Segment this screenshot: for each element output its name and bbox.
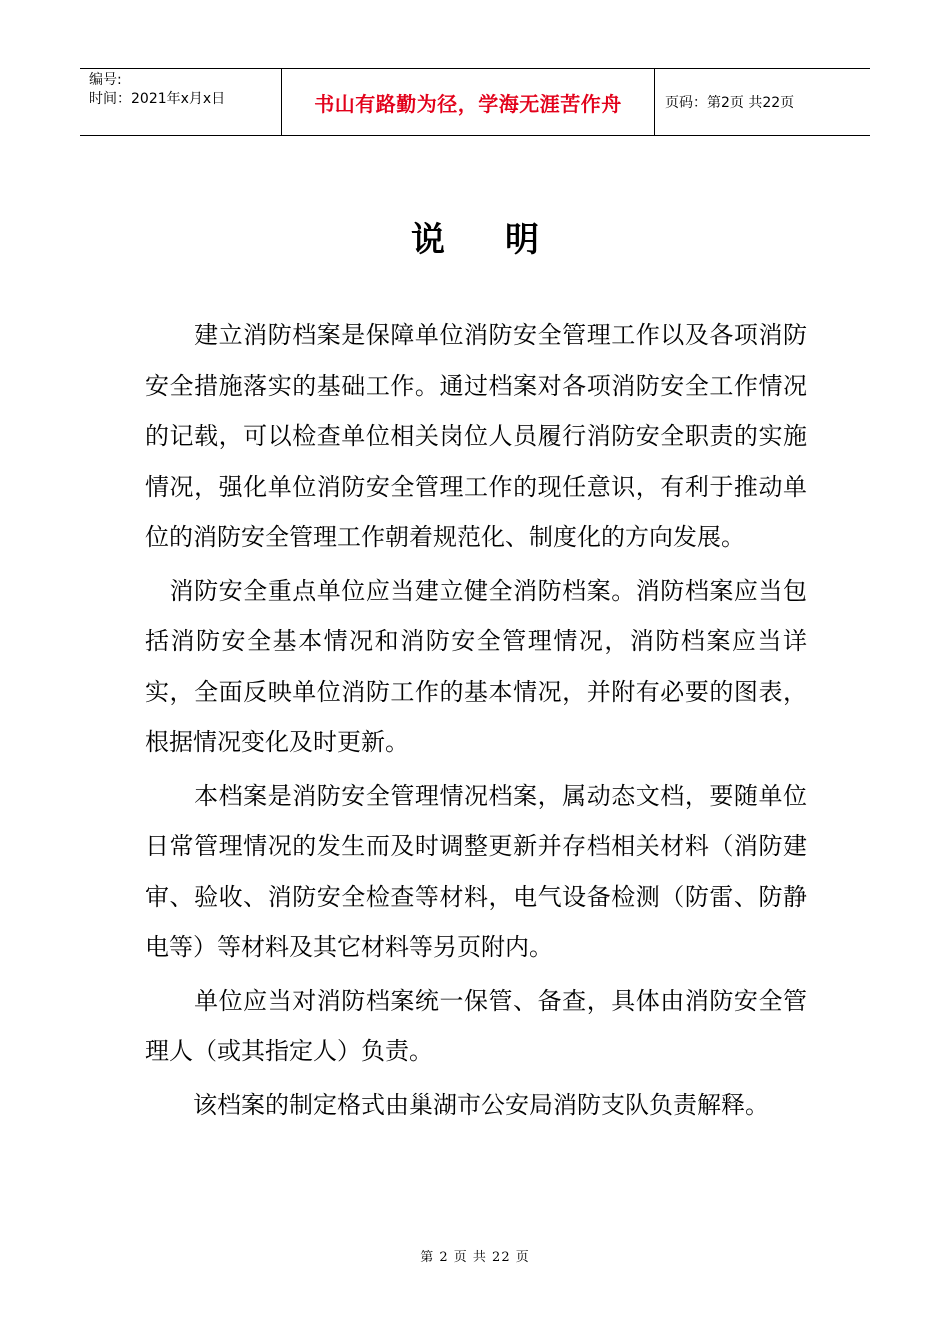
- paragraph-2: 消防安全重点单位应当建立健全消防档案。消防档案应当包括消防安全基本情况和消防安全管理情况，消防档案应当详实，全面反映单位消防工作的基本情况，并附有必要的图表，根据情况变化及时更新。: [145, 576, 807, 756]
- page-title: 说明: [411, 220, 599, 260]
- paragraph-1: 建立消防档案是保障单位消防安全管理工作以及各项消防安全措施落实的基础工作。通过档案对各项消防安全工作情况的记载，可以检查单位相关岗位人员履行消防安全职责的实施情况，强化单位消防安全管理工作的现任意识，有利于推动单位的消防安全管理工作朝着规范化、制度化的方向发展。: [145, 321, 807, 551]
- header-page-info: 页码：第2页 共22页: [665, 95, 795, 111]
- document-body: [145, 310, 807, 1130]
- document-header: [80, 68, 870, 136]
- header-meta: [80, 69, 282, 135]
- paragraph-5: 该档案的制定格式由巢湖市公安局消防支队负责解释。: [145, 1090, 769, 1119]
- paragraph-3: 本档案是消防安全管理情况档案，属动态文档，要随单位日常管理情况的发生而及时调整更新并存档相关材料（消防建审、验收、消防安全检查等材料，电气设备检测（防雷、防静电等）等材料及其它材料等另页附内。: [145, 781, 807, 961]
- number-label: 编号:: [89, 72, 122, 88]
- paragraph-4: 单位应当对消防档案统一保管、备查，具体由消防安全管理人（或其指定人）负责。: [145, 986, 807, 1065]
- page-footer: 第 2 页 共 22 页: [420, 1250, 530, 1265]
- header-motto: 书山有路勤为径，学海无涯苦作舟: [282, 69, 655, 135]
- time-label: 时间：2021年x月x日: [89, 91, 226, 107]
